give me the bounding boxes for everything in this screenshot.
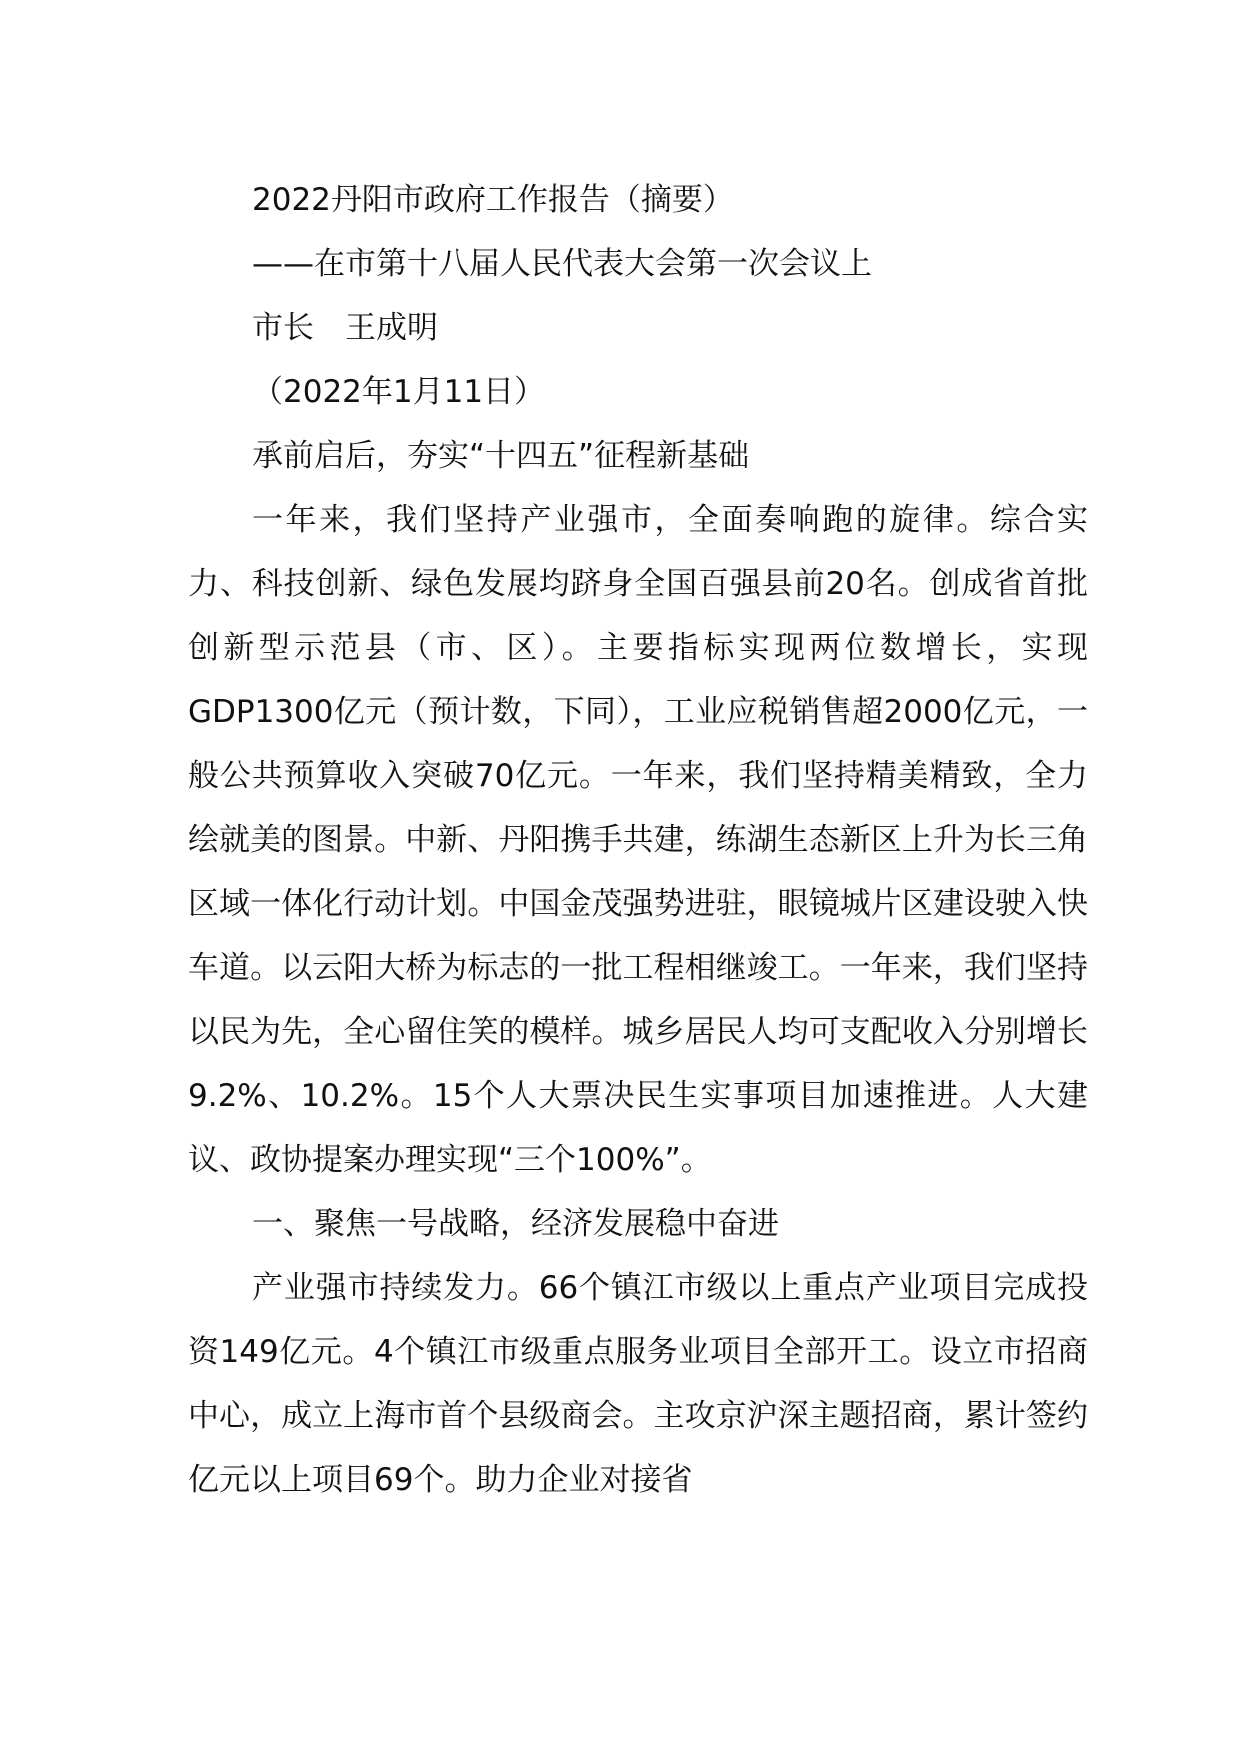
document-subtitle: ——在市第十八届人民代表大会第一次会议上 [252,246,872,282]
document-title: 2022丹阳市政府工作报告（摘要） [252,182,734,218]
section-1-heading: 一、聚焦一号战略，经济发展稳中奋进 [252,1206,779,1242]
document-body [188,168,1088,1512]
speaker-line: 市长 王成明 [252,310,438,346]
paragraph-industry: 产业强市持续发力。66个镇江市级以上重点产业项目完成投资149亿元。4个镇江市级重点服务业项目全部开工。设立市招商中心，成立上海市首个县级商会。主攻京沪深主题招商，累计签约亿元以上项目69个。助力企业对接省 [188,1270,1088,1498]
section-intro-heading: 承前启后，夯实“十四五”征程新基础 [252,438,750,474]
date-line: （2022年1月11日） [252,374,546,410]
paragraph-intro: 一年来，我们坚持产业强市，全面奏响跑的旋律。综合实力、科技创新、绿色发展均跻身全国百强县前20名。创成省首批创新型示范县（市、区）。主要指标实现两位数增长，实现GDP1300亿元（预计数，下同），工业应税销售超2000亿元，一般公共预算收入突破70亿元。一年来，我们坚持精美精致，全力绘就美的图景。中新、丹阳携手共建，练湖生态新区上升为长三角区域一体化行动计划。中国金茂强势进驻，眼镜城片区建设驶入快车道。以云阳大桥为标志的一批工程相继竣工。一年来，我们坚持以民为先，全心留住笑的模样。城乡居民人均可支配收入分别增长9.2%、10.2%。15个人大票决民生实事项目加速推进。人大建议、政协提案办理实现“三个100%”。 [188,502,1088,1178]
